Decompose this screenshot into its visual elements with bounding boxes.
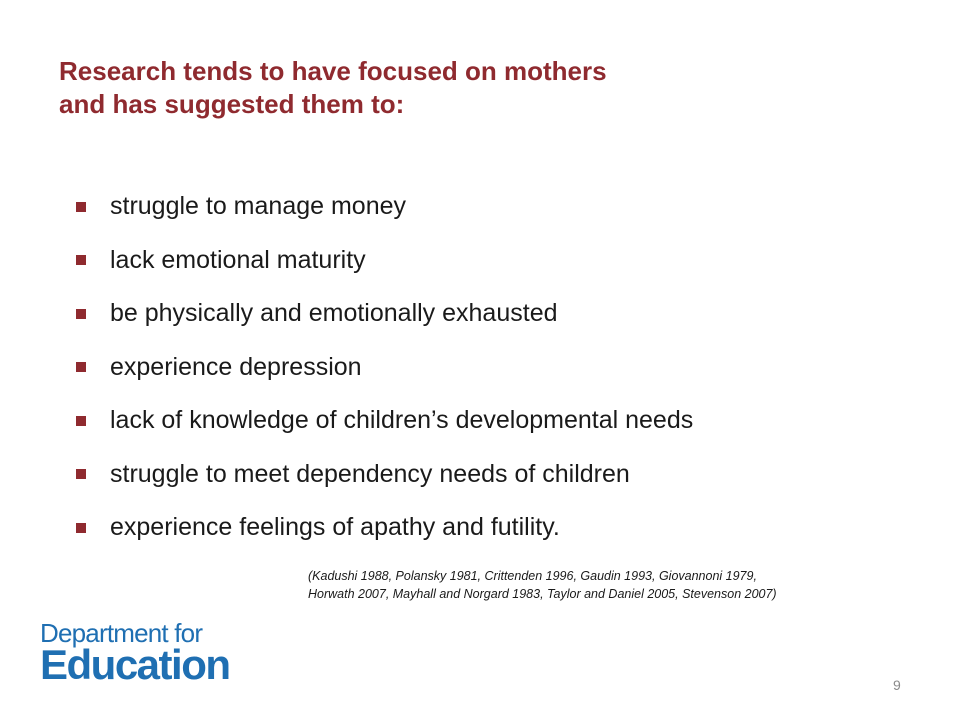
square-bullet-icon <box>76 523 86 533</box>
square-bullet-icon <box>76 362 86 372</box>
slide-title <box>59 55 879 121</box>
slide-title-line-1: Research tends to have focused on mothers <box>59 56 607 86</box>
list-item <box>76 244 693 277</box>
list-item-text: experience feelings of apathy and futility. <box>110 513 560 541</box>
square-bullet-icon <box>76 309 86 319</box>
page-number: 9 <box>893 677 901 693</box>
bullet-list <box>76 190 693 565</box>
list-item <box>76 511 693 544</box>
logo-line-2: Education <box>40 641 230 688</box>
citation <box>308 567 777 603</box>
list-item-text: struggle to meet dependency needs of children <box>110 459 630 488</box>
logo-line-1: Department for <box>40 618 203 648</box>
department-for-education-logo <box>40 620 230 686</box>
citation-line-1: (Kadushi 1988, Polansky 1981, Crittenden 1996, Gaudin 1993, Giovannoni 1979, <box>308 569 757 583</box>
square-bullet-icon <box>76 469 86 479</box>
list-item-text: lack of knowledge of children’s developmental needs <box>110 406 694 434</box>
square-bullet-icon <box>76 416 86 426</box>
list-item <box>76 404 693 437</box>
list-item-text: experience depression <box>110 352 362 381</box>
list-item <box>76 458 693 491</box>
list-item-text: lack emotional maturity <box>110 245 366 274</box>
slide-title-line-2: and has suggested them to: <box>59 89 405 119</box>
list-item <box>76 351 693 384</box>
list-item-text: struggle to manage money <box>110 192 407 220</box>
list-item <box>76 190 693 223</box>
list-item-text: be physically and emotionally exhausted <box>110 299 558 327</box>
square-bullet-icon <box>76 255 86 265</box>
citation-line-2: Horwath 2007, Mayhall and Norgard 1983, Taylor and Daniel 2005, Stevenson 2007) <box>308 587 777 601</box>
list-item <box>76 297 693 330</box>
square-bullet-icon <box>76 202 86 212</box>
